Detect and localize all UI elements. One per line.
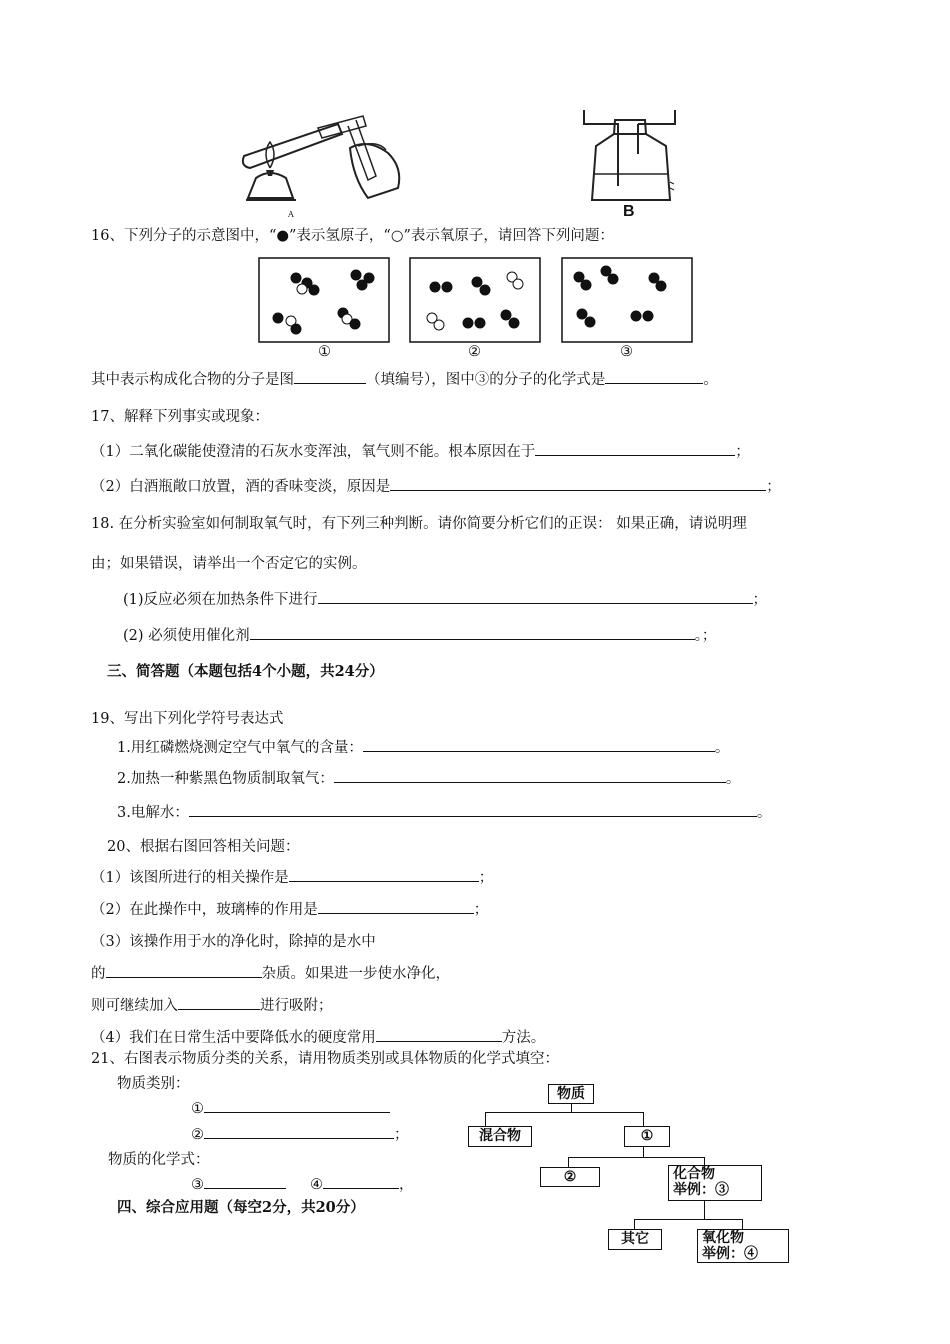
q17-item-2-sep: ； [766, 479, 781, 495]
q19-title: 19、写出下列化学符号表达式 [91, 711, 284, 727]
q18-item-1-end: ； [752, 592, 768, 608]
apparatus-a-label: A [288, 210, 294, 219]
apparatus-b-label: B [623, 203, 635, 220]
q17-item-1-sep: ； [735, 444, 750, 460]
tree-node-oxide: 氧化物 举例：④ [697, 1229, 789, 1263]
q16-answer-line [91, 368, 718, 389]
gas-washing-bottle-drawing [580, 104, 680, 208]
q17-item-2-blank[interactable] [390, 476, 766, 491]
q18-item-2 [123, 624, 716, 645]
molecule-panel-2 [409, 257, 541, 343]
q19-item-1-end: 。 [714, 740, 730, 756]
q16-answer-blank-1[interactable] [294, 369, 366, 384]
q20-item-3c [91, 994, 333, 1015]
section-4-title: 四、综合应用题（每空2分，共20分） [117, 1199, 365, 1216]
q20-item-3c-blank[interactable] [178, 995, 260, 1010]
q17-item-1-text: （1）二氧化碳能使澄清的石灰水变浑浊，氧气则不能。根本原因在于 [91, 444, 536, 460]
q19-item-3-end: 。 [756, 805, 772, 821]
q21-category-label: 物质类别： [117, 1076, 190, 1092]
q18-line-2: 由；如果错误，请举出一个否定它的实例。 [91, 556, 367, 572]
q20-item-4-post: 方法。 [501, 1030, 546, 1046]
panel-label-1: ① [318, 344, 331, 360]
q21-blank-4-sep: ， [399, 1177, 414, 1193]
molecule-panel-3 [561, 257, 693, 343]
q20-item-1 [91, 866, 493, 887]
q21-blank-3-label: ③ [191, 1177, 204, 1193]
q16-question-text: 16、下列分子的示意图中，“●”表示氢原子，“○”表示氧原子，请回答下列问题： [91, 228, 614, 244]
q21-blank-4-line[interactable] [323, 1174, 399, 1189]
q18-item-2-end: 。； [694, 628, 717, 644]
q16-answer-text-b: （填编号），图中③的分子的化学式是 [366, 372, 606, 388]
q19-item-1-text: 1.用红磷燃烧测定空气中氧气的含量： [117, 740, 363, 756]
q18-line-1: 18. 在分析实验室如何制取氧气时，有下列三种判断。请你简要分析它们的正误： 如果正确，请说明理 [91, 516, 747, 532]
tree-node-mixture: 混合物 [468, 1126, 532, 1147]
q20-item-3c-post: 进行吸附； [260, 998, 333, 1014]
q20-item-1-sep: ； [478, 870, 494, 886]
q20-item-1-blank[interactable] [289, 867, 479, 882]
q17-item-2 [91, 475, 781, 496]
q20-item-3b-blank[interactable] [106, 963, 262, 978]
q19-item-2-end: 。 [725, 771, 741, 787]
q19-item-3-text: 3.电解水： [117, 805, 189, 821]
tree-node-compound: 化合物 举例：③ [668, 1165, 762, 1201]
q20-item-2-blank[interactable] [318, 899, 474, 914]
q18-item-2-text: (2) 必须使用催化剂 [123, 628, 250, 644]
q20-item-2-text: （2）在此操作中，玻璃棒的作用是 [91, 902, 318, 918]
q20-item-3b-pre: 的 [91, 966, 106, 982]
q20-item-4-pre: （4）我们在日常生活中要降低水的硬度常用 [91, 1030, 376, 1046]
q19-item-2-blank[interactable] [334, 768, 726, 783]
q20-item-3b [91, 962, 450, 983]
q20-title: 20、根据右图回答相关问题： [107, 839, 300, 855]
q16-answer-text-a: 其中表示构成化合物的分子是图 [91, 372, 294, 388]
tree-node-2: ② [540, 1167, 600, 1187]
q21-blank-4-label: ④ [310, 1177, 323, 1193]
q18-item-1-blank[interactable] [318, 589, 753, 604]
q19-item-2 [117, 767, 740, 788]
q21-blank-2-sep: ； [394, 1127, 409, 1143]
q21-blank-3-4 [191, 1173, 414, 1194]
q19-item-1 [117, 736, 729, 757]
panel-label-3: ③ [620, 344, 633, 360]
q20-item-1-text: （1）该图所进行的相关操作是 [91, 870, 289, 886]
tree-node-1: ① [624, 1126, 670, 1147]
q21-formula-label: 物质的化学式： [108, 1152, 210, 1168]
q21-blank-2-line[interactable] [204, 1124, 394, 1139]
section-3-title: 三、简答题（本题包括4个小题，共24分） [107, 663, 384, 680]
molecule-panel-1 [258, 257, 390, 343]
q17-item-1-blank[interactable] [535, 441, 735, 456]
q20-item-3a: （3）该操作用于水的净化时，除掉的是水中 [91, 934, 376, 950]
q21-blank-1-label: ① [191, 1101, 204, 1117]
q20-item-2-sep: ； [473, 902, 489, 918]
q17-title: 17、解释下列事实或现象： [91, 409, 269, 425]
q20-item-3b-post: 杂质。如果进一步使水净化， [261, 966, 450, 982]
q19-item-3-blank[interactable] [189, 802, 757, 817]
q20-item-4 [91, 1026, 545, 1047]
q17-item-1 [91, 440, 750, 461]
q16-answer-blank-2[interactable] [605, 369, 703, 384]
q20-item-4-blank[interactable] [376, 1027, 502, 1042]
q20-item-3c-pre: 则可继续加入 [91, 998, 178, 1014]
q18-item-1-text: (1)反应必须在加热条件下进行 [123, 592, 318, 608]
q18-item-2-blank[interactable] [250, 625, 695, 640]
q19-item-3 [117, 801, 771, 822]
q21-blank-1-line[interactable] [204, 1098, 390, 1113]
q16-answer-end: 。 [703, 372, 718, 388]
q19-item-1-blank[interactable] [363, 737, 715, 752]
tree-node-other: 其它 [608, 1229, 662, 1250]
q18-item-1 [123, 588, 767, 609]
q19-item-2-text: 2.加热一种紫黑色物质制取氧气： [117, 771, 334, 787]
q17-item-2-text: （2）白酒瓶敞口放置，酒的香味变淡，原因是 [91, 479, 391, 495]
q21-blank-1 [191, 1098, 390, 1117]
q21-blank-2-label: ② [191, 1127, 204, 1143]
q21-blank-3-line[interactable] [204, 1174, 286, 1189]
q20-item-2 [91, 898, 488, 919]
q21-blank-2 [191, 1123, 409, 1144]
panel-label-2: ② [468, 344, 481, 360]
q21-title: 21、右图表示物质分类的关系，请用物质类别或具体物质的化学式填空： [91, 1051, 559, 1067]
heating-test-tube-drawing [238, 108, 408, 216]
tree-node-substance: 物质 [548, 1084, 594, 1104]
